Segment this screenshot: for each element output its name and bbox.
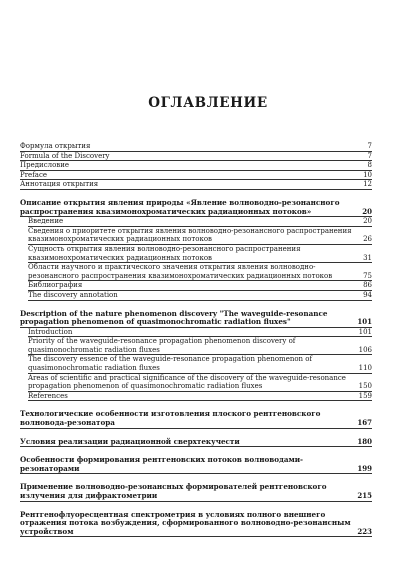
toc-section-heading bbox=[20, 196, 372, 217]
toc-entry-page: 75 bbox=[363, 271, 372, 280]
toc-entry bbox=[20, 152, 372, 162]
toc-chapter-title: Особенности формирования рентгеновских потоков волноводами-резонаторами bbox=[20, 455, 304, 473]
toc-entry-page: 7 bbox=[367, 151, 372, 160]
toc-entry-title: Области научного и практического значения открытия явления волноводно-резонансного распространения квазимонохроматических радиационных потоков bbox=[28, 263, 333, 280]
toc-entry-title: The discovery essence of the waveguide-resonance propagation phenomenon of quasimonochromatic radiation fluxes bbox=[28, 355, 313, 373]
toc-section-heading bbox=[20, 307, 372, 328]
toc-section-page: 20 bbox=[362, 206, 372, 216]
toc-chapter-title: Условия реализации радиационной сверхтекучести bbox=[20, 436, 240, 446]
toc-entry bbox=[20, 161, 372, 171]
toc-entry-title: Формула открытия bbox=[20, 142, 91, 150]
toc-entry-title: Areas of scientific and practical significance of the discovery of the waveguide-resonance propagation phenomenon of quasimonochromatic radiation fluxes bbox=[28, 373, 346, 391]
toc-chapter bbox=[20, 453, 372, 474]
page-title: ОГЛАВЛЕНИЕ bbox=[148, 95, 268, 111]
toc-chapter bbox=[20, 435, 372, 448]
toc-entry-page: 31 bbox=[363, 253, 372, 262]
toc-chapter bbox=[20, 407, 372, 428]
toc-entry-title: Библиография bbox=[28, 281, 83, 290]
toc-entry-page: 159 bbox=[358, 391, 372, 400]
toc-entry-title: Аннотация открытия bbox=[20, 180, 99, 189]
toc-subentry bbox=[28, 281, 372, 291]
toc-section-title: Description of the nature phenomenon discovery "The waveguide-resonance propagation phenomenon of quasimonochromatic radiation fluxes" bbox=[20, 308, 328, 327]
toc-entry-page: 7 bbox=[367, 142, 372, 150]
toc-entry-title: The discovery annotation bbox=[28, 290, 118, 299]
toc-chapter-page: 180 bbox=[357, 436, 372, 446]
toc-subentry bbox=[28, 227, 372, 245]
toc-subentry bbox=[28, 374, 372, 392]
toc-subentry bbox=[28, 337, 372, 355]
toc-entry bbox=[20, 171, 372, 181]
toc-entry bbox=[20, 180, 372, 190]
toc-entry-page: 110 bbox=[358, 364, 372, 373]
toc-entry-title: Priority of the waveguide-resonance propagation phenomenon discovery of quasimonochromatic radiation fluxes bbox=[28, 337, 296, 354]
toc-chapter bbox=[20, 508, 372, 538]
toc-entry-page: 150 bbox=[358, 382, 372, 391]
toc-entry-title: Introduction bbox=[28, 327, 73, 336]
toc-entry-title: Введение bbox=[28, 217, 64, 226]
toc-chapter bbox=[20, 480, 372, 501]
toc-entry-page: 94 bbox=[363, 290, 372, 299]
toc-section-page: 101 bbox=[357, 317, 372, 327]
toc-chapter-page: 223 bbox=[357, 526, 372, 536]
toc-chapter-page: 215 bbox=[357, 491, 372, 500]
toc-subentry bbox=[28, 392, 372, 402]
toc-entry-title: Сущность открытия явления волноводно-резонансного распространения квазимонохроматических радиационных потоков bbox=[28, 244, 301, 262]
toc-entry bbox=[20, 142, 372, 152]
toc-chapter-title: Применение волноводно-резонансных формирователей рентгеновского излучения для дифрактометрии bbox=[20, 482, 327, 500]
toc-entry-page: 26 bbox=[363, 235, 372, 244]
toc-subentry bbox=[28, 245, 372, 263]
toc-chapter-title: Технологические особенности изготовления плоского рентгеновского волновода-резонатора bbox=[20, 409, 321, 428]
toc-subentry bbox=[28, 355, 372, 373]
toc-entry-title: Formula of the Discovery bbox=[20, 151, 110, 160]
toc-entry-page: 12 bbox=[363, 180, 372, 189]
toc-entry-page: 86 bbox=[363, 281, 372, 290]
toc-chapter-title: Рентгенофлуоресцентная спектрометрия в условиях полного внешнего отражения потока возбуждения, сформированного волноводно-резонансным устройством bbox=[20, 509, 351, 536]
toc-entry-title: Сведения о приоритете открытия явления волноводно-резонансного распространения квазимонохроматических радиационных потоков bbox=[28, 226, 352, 244]
toc-entry-title: Предисловие bbox=[20, 161, 70, 170]
toc-entry-title: References bbox=[28, 391, 68, 400]
toc-chapter-page: 199 bbox=[357, 463, 372, 473]
toc-section-title: Описание открытия явления природы «Явление волноводно-резонансного распространения квазимонохроматических радиационных потоков» bbox=[20, 197, 340, 216]
toc-entry-page: 10 bbox=[363, 170, 372, 179]
toc-entry-title: Preface bbox=[20, 170, 48, 179]
toc-entry-page: 20 bbox=[363, 217, 372, 226]
table-of-contents bbox=[20, 142, 372, 537]
toc-chapter-page: 167 bbox=[357, 418, 372, 428]
toc-subentry bbox=[28, 328, 372, 338]
toc-subentry bbox=[28, 291, 372, 301]
toc-subentry bbox=[28, 217, 372, 227]
toc-entry-page: 106 bbox=[358, 345, 372, 354]
toc-entry-page: 101 bbox=[358, 327, 372, 336]
toc-entry-page: 8 bbox=[367, 161, 372, 170]
toc-subentry bbox=[28, 263, 372, 281]
